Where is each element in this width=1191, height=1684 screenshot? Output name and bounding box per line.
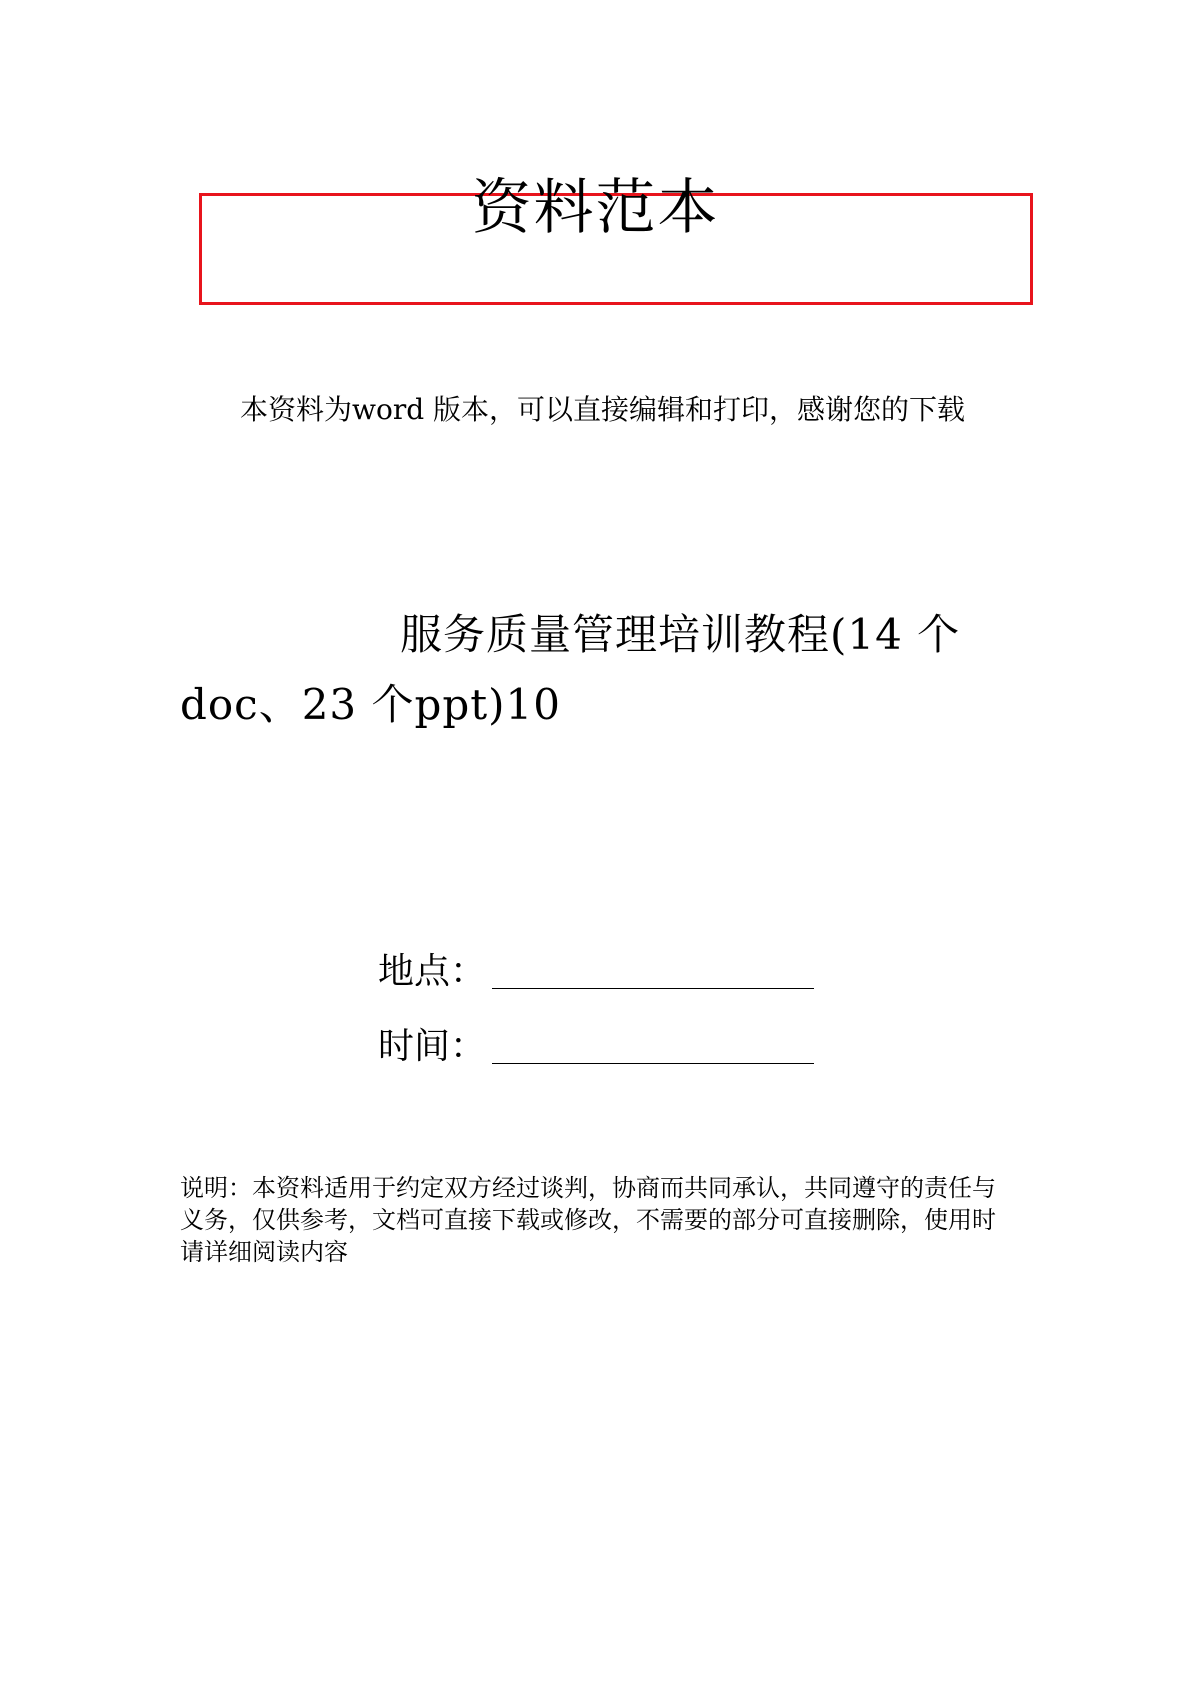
document-title: 服务质量管理培训教程(14 个doc、23 个ppt)10 (180, 610, 961, 729)
time-blank-line (492, 1033, 814, 1064)
time-label: 时间： (378, 1026, 487, 1067)
time-field (378, 1022, 814, 1072)
editable-notice: 本资料为word 版本，可以直接编辑和打印，感谢您的下载 (240, 393, 966, 426)
place-field (378, 947, 814, 997)
usage-description: 说明：本资料适用于约定双方经过谈判，协商而共同承认，共同遵守的责任与义务，仅供参考，文档可直接下载或修改，不需要的部分可直接删除，使用时请详细阅读内容 (180, 1174, 996, 1266)
place-blank-line (492, 958, 814, 989)
place-label: 地点： (378, 951, 487, 992)
cover-title: 资料范本 (471, 173, 720, 243)
